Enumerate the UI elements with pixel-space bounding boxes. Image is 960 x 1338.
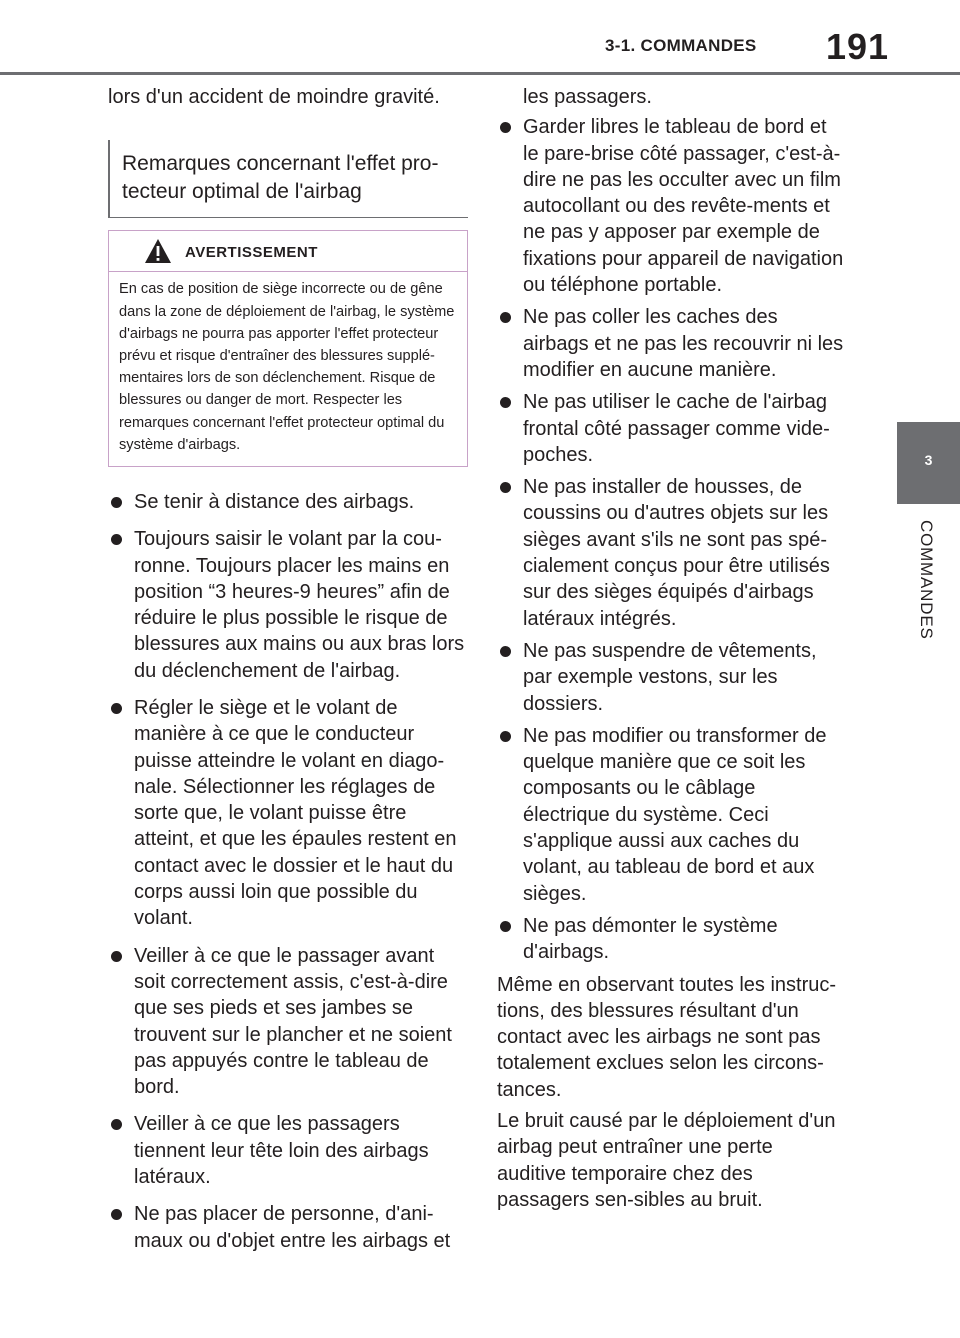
list-item: Ne pas installer de housses, de coussins ou d'autres objets sur les sièges avant s'ils ne sont pas spé-cialement conçus pour être utilisés sur des sièges équipés d'airbags latéraux intégrés. [497, 474, 847, 632]
chapter-label: COMMANDES [917, 520, 936, 640]
list-item: Ne pas utiliser le cache de l'airbag frontal côté passager comme vide-poches. [497, 389, 847, 468]
list-item-continuation: les passagers. [523, 86, 652, 108]
warning-header [109, 231, 467, 272]
list-item: Se tenir à distance des airbags. [108, 489, 468, 515]
warning-title: AVERTISSEMENT [185, 244, 318, 262]
list-item: Ne pas modifier ou transformer de quelque manière que ce soit les composants ou le câblage électrique du système. Ceci s'applique aussi aux caches du volant, au tableau de bord et aux sièges. [497, 723, 847, 907]
chapter-tab [897, 422, 960, 504]
body-paragraph: Même en observant toutes les instruc-tions, des blessures résultant d'un contact avec les airbags ne sont pas totalement exclues selon les circons-tances. [497, 973, 837, 1101]
list-item: Veiller à ce que les passagers tiennent leur tête loin des airbags latéraux. [108, 1111, 468, 1190]
list-item: Garder libres le tableau de bord et le pare-brise côté passager, c'est-à-dire ne pas les occulter avec un film autocollant ou des revête-ments et ne pas y apposer par exemple de fixations pour appareil de navigation ou téléphone portable. [497, 114, 847, 298]
header-divider [0, 72, 960, 75]
intro-text: lors d'un accident de moindre gravité. [108, 86, 440, 108]
warning-triangle-icon [143, 237, 173, 265]
page-number: 191 [826, 26, 890, 67]
warning-text: En cas de position de siège incorrecte ou de gêne dans la zone de déploiement de l'airbag, le système d'airbags ne pourra pas apporter l'effet protecteur prévu et risque d'entraîner des blessures supplé-mentaires lors de son déclenchement. Risque de blessures ou danger de mort. Respecter les remarques concernant l'effet protecteur optimal du système d'airbags. [119, 281, 455, 453]
list-item: Ne pas suspendre de vêtements, par exemple vestons, sur les dossiers. [497, 638, 847, 717]
chapter-number: 3 [924, 452, 933, 468]
remark-heading: Remarques concernant l'effet pro-tecteur optimal de l'airbag [108, 140, 468, 218]
list-item: Ne pas démonter le système d'airbags. [497, 913, 847, 966]
body-paragraph: Le bruit causé par le déploiement d'un airbag peut entraîner une perte auditive temporaire chez des passagers sen-sibles au bruit. [497, 1109, 836, 1211]
left-column [108, 84, 468, 1265]
list-item: Ne pas placer de personne, d'ani-maux ou d'objet entre les airbags et [108, 1201, 468, 1254]
list-item: Veiller à ce que le passager avant soit correctement assis, c'est-à-dire que ses pieds et ses jambes se trouvent sur le plancher et ne soient pas appuyés contre le tableau de bord. [108, 943, 468, 1101]
right-column [497, 84, 847, 1218]
section-title: 3-1. COMMANDES [605, 36, 757, 55]
warning-box [108, 230, 468, 467]
list-item: Ne pas coller les caches des airbags et ne pas les recouvrir ni les modifier en aucune manière. [497, 304, 847, 383]
list-item: Régler le siège et le volant de manière à ce que le conducteur puisse atteindre le volant en diago-nale. Sélectionner les réglages de sorte que, le volant puisse être atteint, et que les épaules restent en contact avec le dossier et le haut du corps aussi loin que possible du volant. [108, 695, 468, 932]
list-item: Toujours saisir le volant par la cou-ronne. Toujours placer les mains en position “3 heures-9 heures” afin de réduire le plus possible le risque de blessures aux mains ou aux bras lors du déclenchement de l'airbag. [108, 526, 468, 684]
